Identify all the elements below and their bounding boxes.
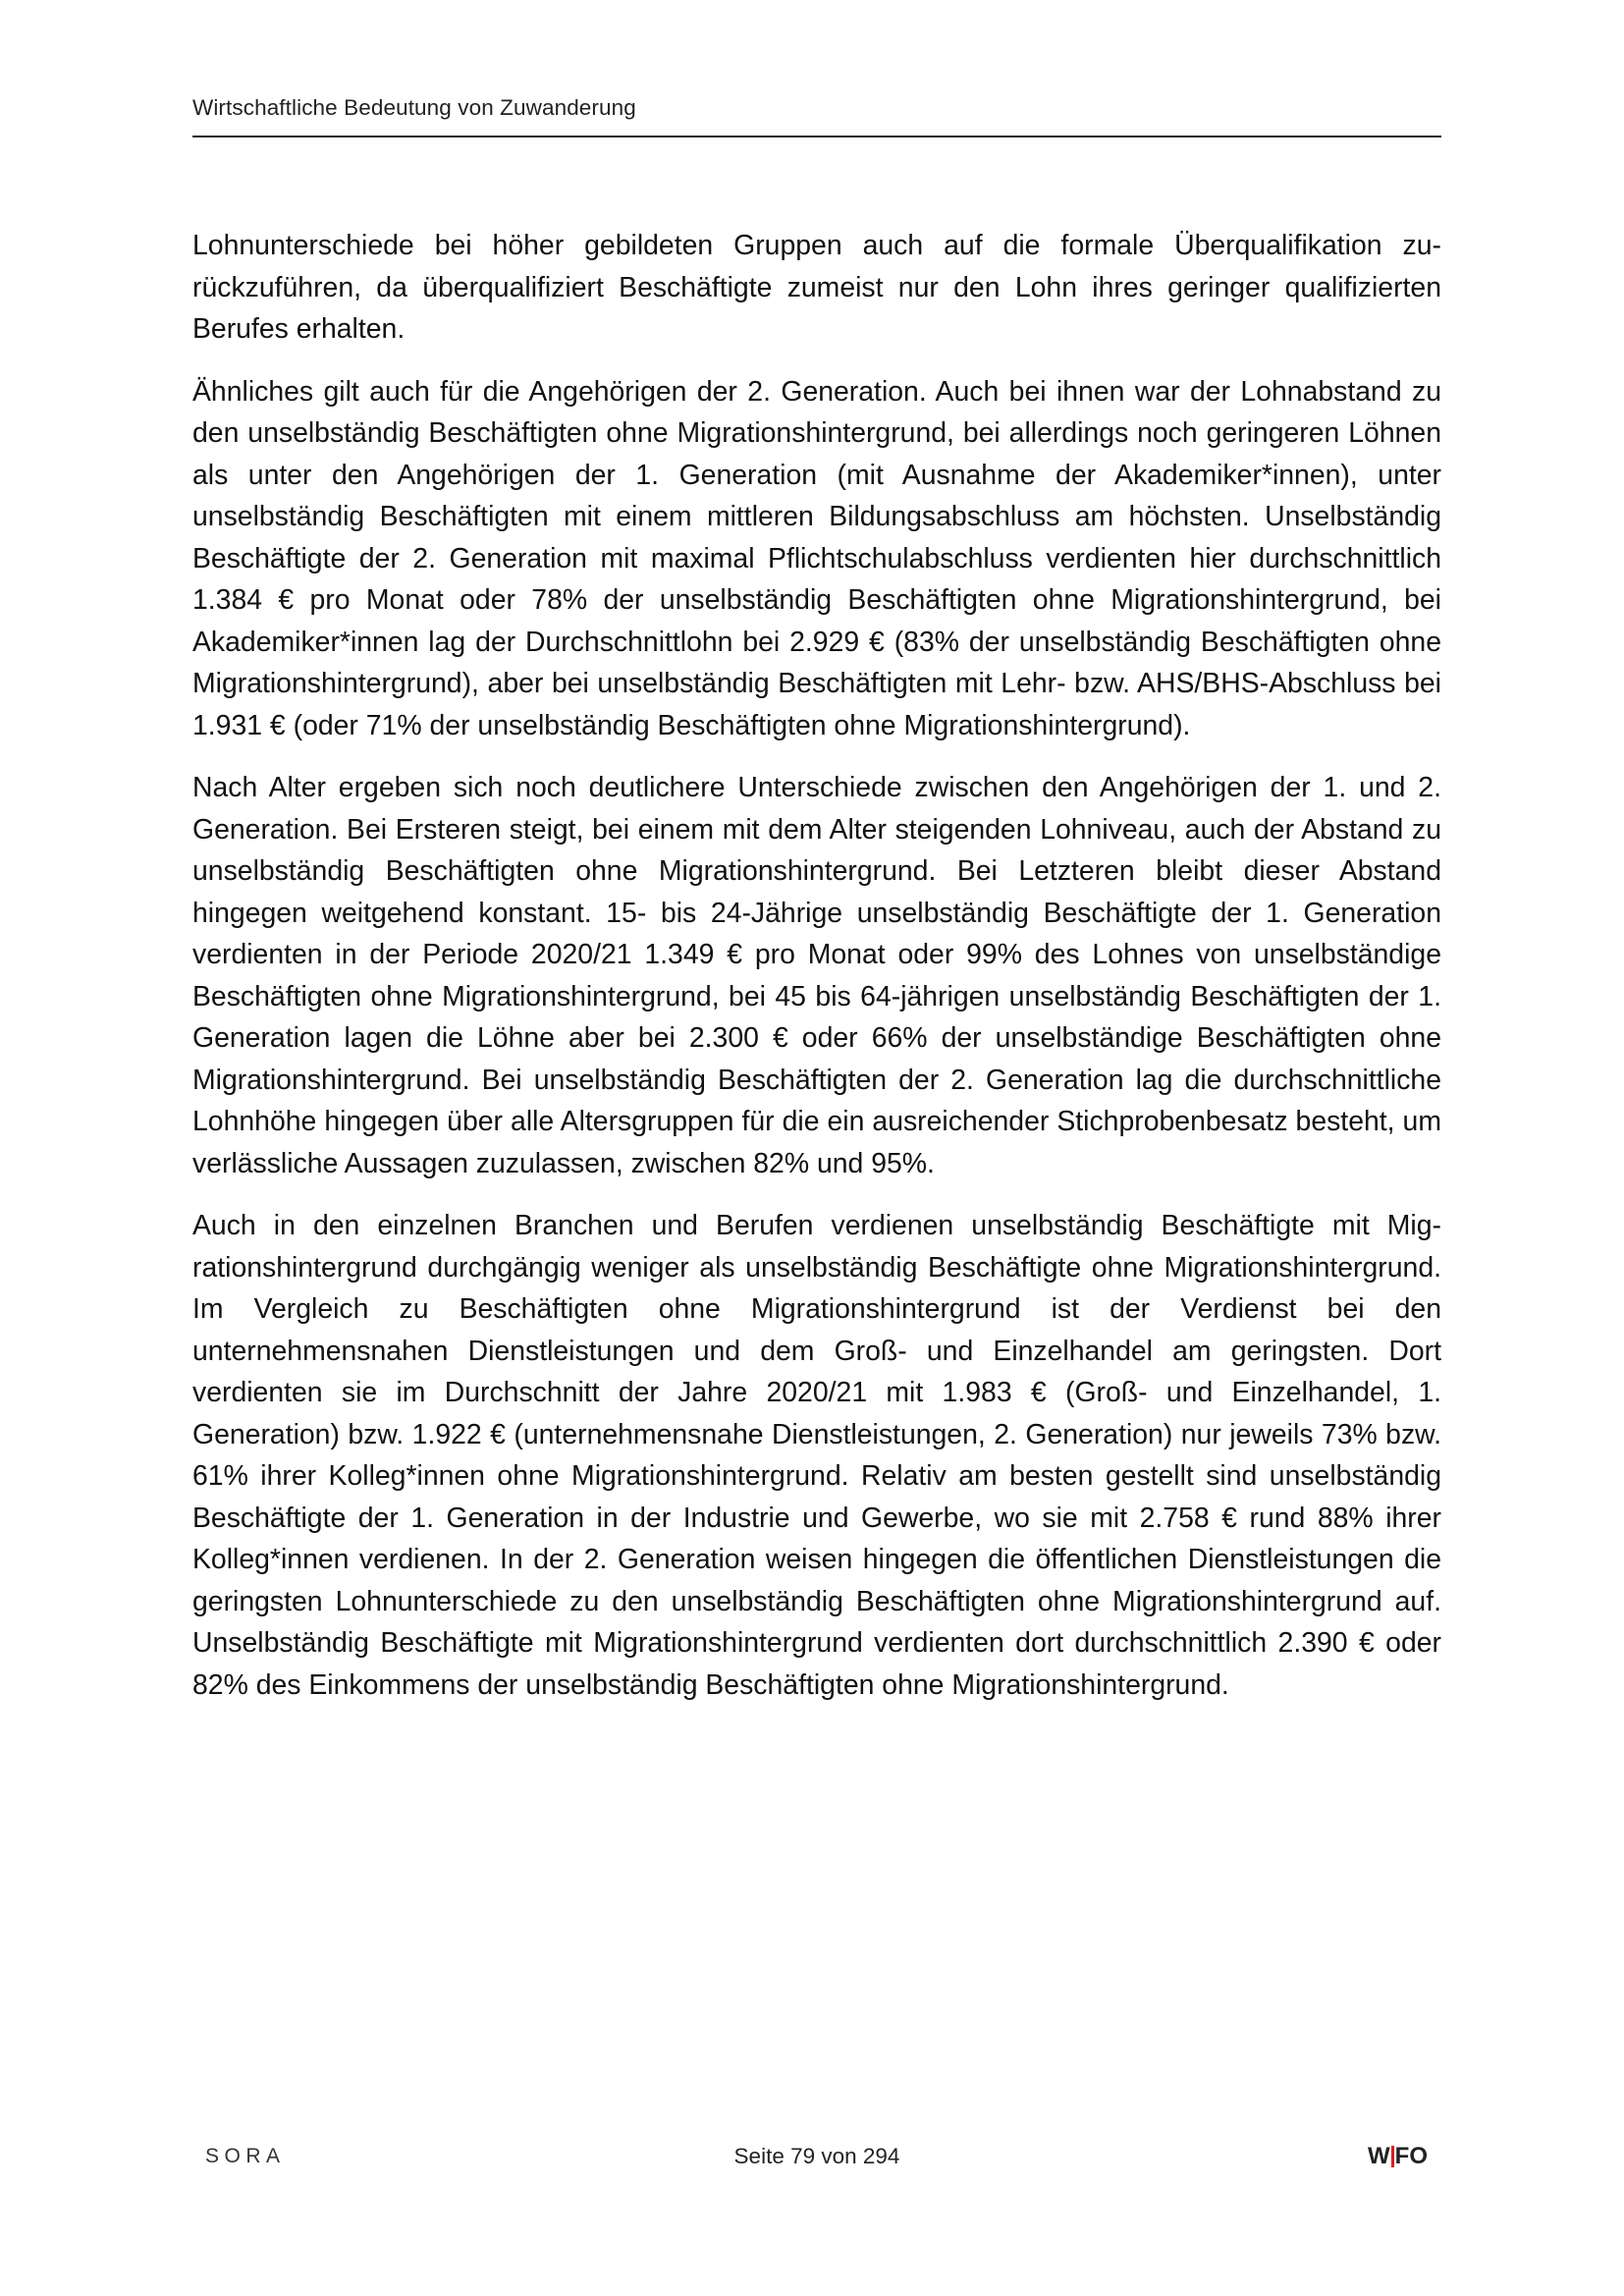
page-header bbox=[192, 94, 1441, 137]
wifo-logo bbox=[1368, 2139, 1428, 2174]
wifo-logo-left: W bbox=[1368, 2143, 1390, 2169]
sora-logo-text: SORA bbox=[205, 2145, 286, 2167]
paragraph: Lohnunterschiede bei höher gebildeten Gruppen auch auf die formale Überqualifikation zurückzuführen, da überqualifiziert Beschäftigte zumeist nur den Lohn ihres geringer qualifizierten Berufes erhalten. bbox=[192, 230, 1441, 345]
page-footer bbox=[192, 2139, 1441, 2174]
paragraph: Auch in den einzelnen Branchen und Berufen verdienen unselbständig Beschäftigte mit Migrationshintergrund durchgängig weniger als unselbständig Beschäftigte ohne Migrationshintergrund. Im Vergleich zu Beschäftigten ohne Migrationshintergrund ist der Verdienst bei den unternehmensnahen Dienstleistungen und dem Groß- und Einzelhandel am geringsten. Dort verdienten sie im Durchschnitt der Jahre 2020/21 mit 1.983 € (Groß- und Einzelhandel, 1. Generation) bzw. 1.922 € (unternehmensnahe Dienstleistungen, 2. Generation) nur jeweils 73% bzw. 61% ihrer Kolleg*innen ohne Migrationshintergrund. Relativ am besten gestellt sind unselbständig Beschäftigte der 1. Generation in der Industrie und Gewerbe, wo sie mit 2.758 € rund 88% ihrer Kolleg*innen verdienen. In der 2. Generation weisen hingegen die öffentlichen Dienstleistungen die geringsten Lohnunterschiede zu den unselbständig Beschäftigten ohne Migrationshintergrund auf. Unselbständig Beschäftigte mit Migrationshintergrund verdienten dort durchschnittlich 2.390 € oder 82% des Einkommens der unselbständig Beschäftigten ohne Migrationshintergrund. bbox=[192, 1210, 1441, 1701]
page-number: Seite 79 von 294 bbox=[733, 2144, 900, 2168]
wifo-logo-bar-icon bbox=[1391, 2146, 1394, 2167]
running-title: Wirtschaftliche Bedeutung von Zuwanderung bbox=[192, 95, 636, 120]
paragraph: Nach Alter ergeben sich noch deutlichere Unterschiede zwischen den Angehörigen der 1. und 2. Generation. Bei Ersteren steigt, bei einem mit dem Alter steigenden Lohniveau, auch der Abstand zu unselbständig Beschäftigten ohne Migrationshintergrund. Bei Letzteren bleibt dieser Abstand hingegen weitgehend konstant. 15- bis 24-Jährige unselbständig Beschäftigte der 1. Generation verdienten in der Periode 2020/21 1.349 € pro Monat oder 99% des Lohnes von unselbständige Beschäftigten ohne Migrationshintergrund, bei 45 bis 64-jährigen unselbständig Beschäftigten der 1. Generation lagen die Löhne aber bei 2.300 € oder 66% der unselbständige Beschäftigten ohne Migrationshintergrund. Bei unselbständig Beschäftigten der 2. Generation lag die durchschnittliche Lohnhöhe hingegen über alle Altersgruppen für die ein ausreichender Stichprobenbesatz besteht, um verlässliche Aussagen zuzulassen, zwischen 82% und 95%. bbox=[192, 772, 1441, 1179]
paragraph: Ähnliches gilt auch für die Angehörigen der 2. Generation. Auch bei ihnen war der Lohnabstand zu den unselbständig Beschäftigten ohne Migrationshintergrund, bei allerdings noch geringeren Löhnen als unter den Angehörigen der 1. Generation (mit Ausnahme der Akademiker*innen), unter unselbständig Beschäftigten mit einem mittleren Bildungsabschluss am höchsten. Unselbständig Beschäftigte der 2. Generation mit maximal Pflichtschulabschluss verdienten hier durchschnittlich 1.384 € pro Monat oder 78% der unselbständig Beschäftigten ohne Migrationshintergrund, bei Akademiker*innen lag der Durchschnittlohn bei 2.929 € (83% der unselbständig Beschäftigten ohne Migrationshintergrund), aber bei unselbständig Beschäftigten mit Lehr- bzw. AHS/BHS-Abschluss bei 1.931 € (oder 71% der unselbständig Beschäftigten ohne Migrationshintergrund). bbox=[192, 375, 1441, 741]
wifo-logo-right: FO bbox=[1394, 2143, 1428, 2169]
body-text bbox=[192, 225, 1441, 1726]
